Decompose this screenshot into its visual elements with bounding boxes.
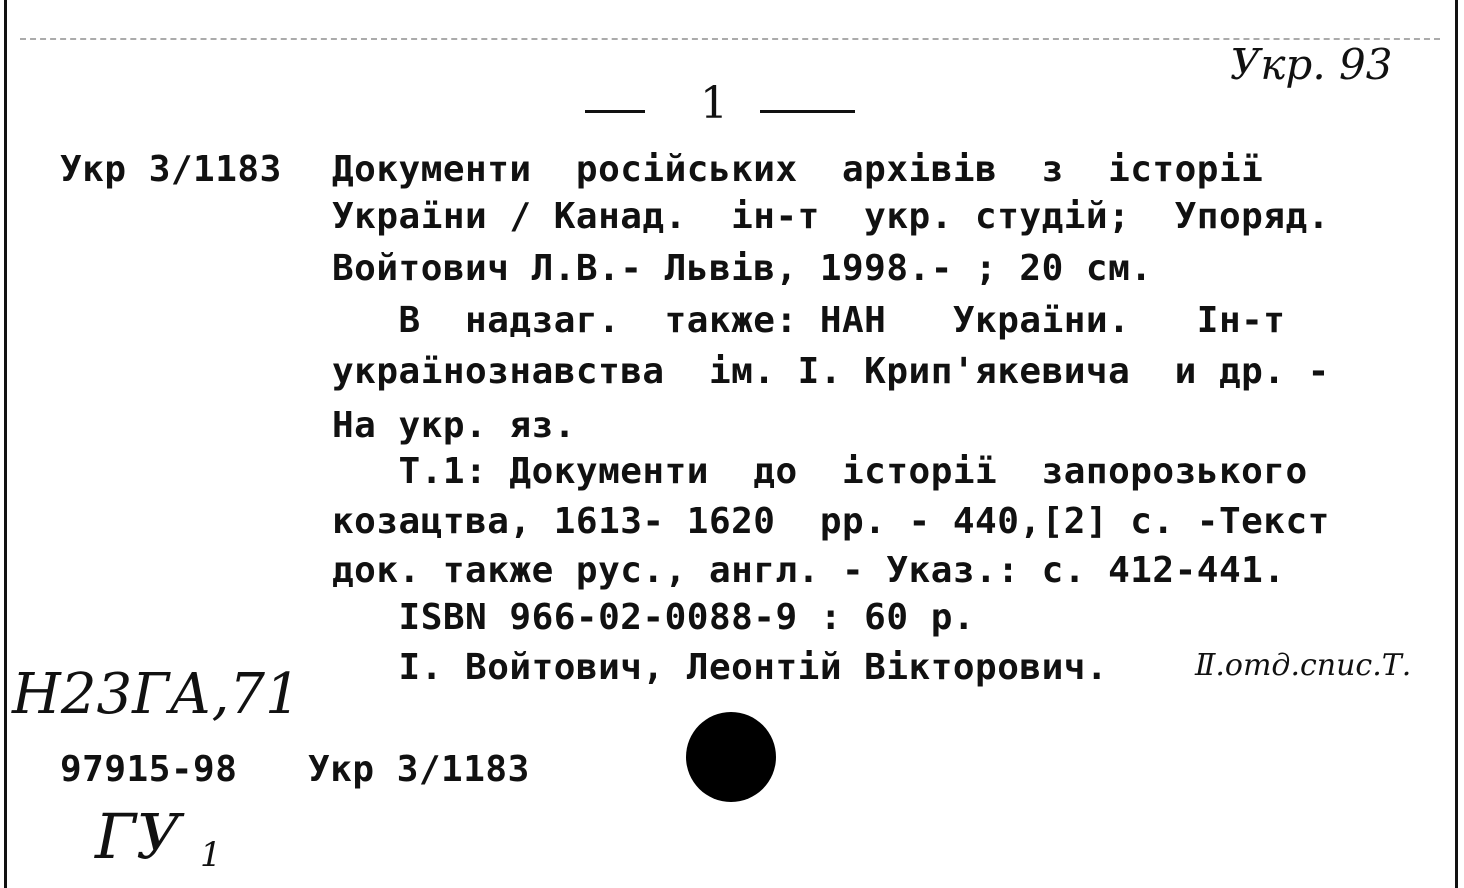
description-line-6: На укр. яз. [332, 405, 576, 446]
handwritten-left-mark: Н23ГА,71 [12, 662, 301, 727]
shelfmark-top: Укр 3/1183 [60, 149, 282, 190]
top-right-handwritten-note: Укр. 93 [1230, 40, 1393, 89]
description-line-11: І. Войтович, Леонтій Вікторович. [332, 647, 1109, 688]
card-left-edge [4, 0, 7, 888]
inline-handwritten-note: Ⅱ.отд.спис.Т. [1195, 648, 1412, 683]
accession-number: 97915-98 [60, 749, 238, 790]
description-line-9: док. также рус., англ. - Указ.: с. 412-441. [332, 550, 1286, 591]
page-mark: 1 [700, 78, 728, 129]
handwritten-bottom-mark: ГУ [95, 800, 181, 873]
description-line-5: українознавства ім. І. Крип'якевича и др. - [332, 351, 1330, 392]
description-line-2: України / Канад. ін-т укр. студій; Упоряд. [332, 196, 1330, 237]
punch-hole [686, 712, 776, 802]
description-line-1: Документи російських архівів з історії [332, 149, 1264, 190]
handwritten-bottom-sub: 1 [200, 835, 222, 875]
description-line-8: козацтва, 1613- 1620 рр. - 440,[2] с. -Текст [332, 501, 1330, 542]
top-dashed-border [20, 38, 1440, 40]
card-right-edge [1455, 0, 1458, 888]
shelfmark-bottom: Укр 3/1183 [308, 749, 530, 790]
description-line-4: В надзаг. также: НАН України. Ін-т [332, 300, 1286, 341]
description-line-3: Войтович Л.В.- Львів, 1998.- ; 20 см. [332, 248, 1153, 289]
page-mark-dash-left [585, 110, 645, 113]
description-line-10: ISBN 966-02-0088-9 : 60 р. [332, 597, 976, 638]
page-mark-dash-right [760, 110, 855, 113]
description-line-7: Т.1: Документи до історії запорозького [332, 451, 1308, 492]
